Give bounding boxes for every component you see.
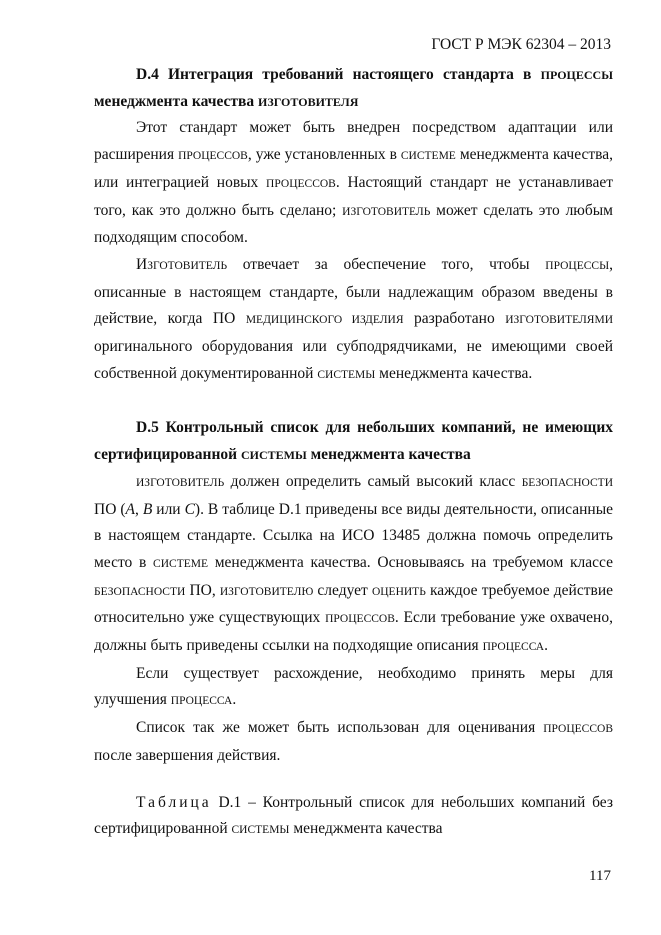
page-number: 117 [589,868,611,884]
paragraph: Этот стандарт может быть внедрен посредством адаптации или расширения ПРОЦЕССОВ, уже установленных в СИСТЕМЕ менеджмента качества, или интеграцией новых ПРОЦЕССОВ. Настоящий стандарт не устанавливает того, как это должно быть сделано; ИЗГОТОВИТЕЛЬ может сделать это любым подходящим способом. [94,119,614,247]
page-body [94,62,613,844]
paragraph: Если существует расхождение, необходимо принять меры для улучшения ПРОЦЕССА. [94,664,613,709]
section-heading-d4: D.4 Интеграция требований настоящего стандарта в ПРОЦЕССЫ менеджмента качества ИЗГОТОВИТЕЛЯ [94,66,613,110]
table-caption: Таблица D.1 – Контрольный список для небольших компаний без сертифицированной СИСТЕМЫ менеджмента качества [94,793,613,838]
section-heading-d5: D.5 Контрольный список для небольших компаний, не имеющих сертифицированной СИСТЕМЫ менеджмента качества [94,419,613,464]
paragraph: ИЗГОТОВИТЕЛЬ должен определить самый высокий класс БЕЗОПАСНОСТИ ПО (A, B или C). В таблице D.1 приведены все виды деятельности, описанные в настоящем стандарте. Ссылка на ИСО 13485 должна помочь определить место в СИСТЕМЕ менеджмента качества. Основываясь на требуемом классе БЕЗОПАСНОСТИ ПО, ИЗГОТОВИТЕЛЮ следует ОЦЕНИТЬ каждое требуемое действие относительно уже существующих ПРОЦЕССОВ. Если требование уже охвачено, должны быть приведены ссылки на подходящие описания ПРОЦЕССА. [94,472,613,655]
standard-designation: ГОСТ Р МЭК 62304 – 2013 [431,36,611,53]
paragraph: Список так же может быть использован для оценивания ПРОЦЕССОВ после завершения действия. [94,719,613,764]
paragraph: ИЗГОТОВИТЕЛЬ отвечает за обеспечение того, чтобы ПРОЦЕССЫ, описанные в настоящем стандарте, были надлежащим образом введены в действие, когда ПО МЕДИЦИНСКОГО ИЗДЕЛИЯ разработано ИЗГОТОВИТЕЛЯМИ оригинального оборудования или субподрядчиками, не имеющими своей собственной документированной СИСТЕМЫ менеджмента качества. [94,255,614,382]
